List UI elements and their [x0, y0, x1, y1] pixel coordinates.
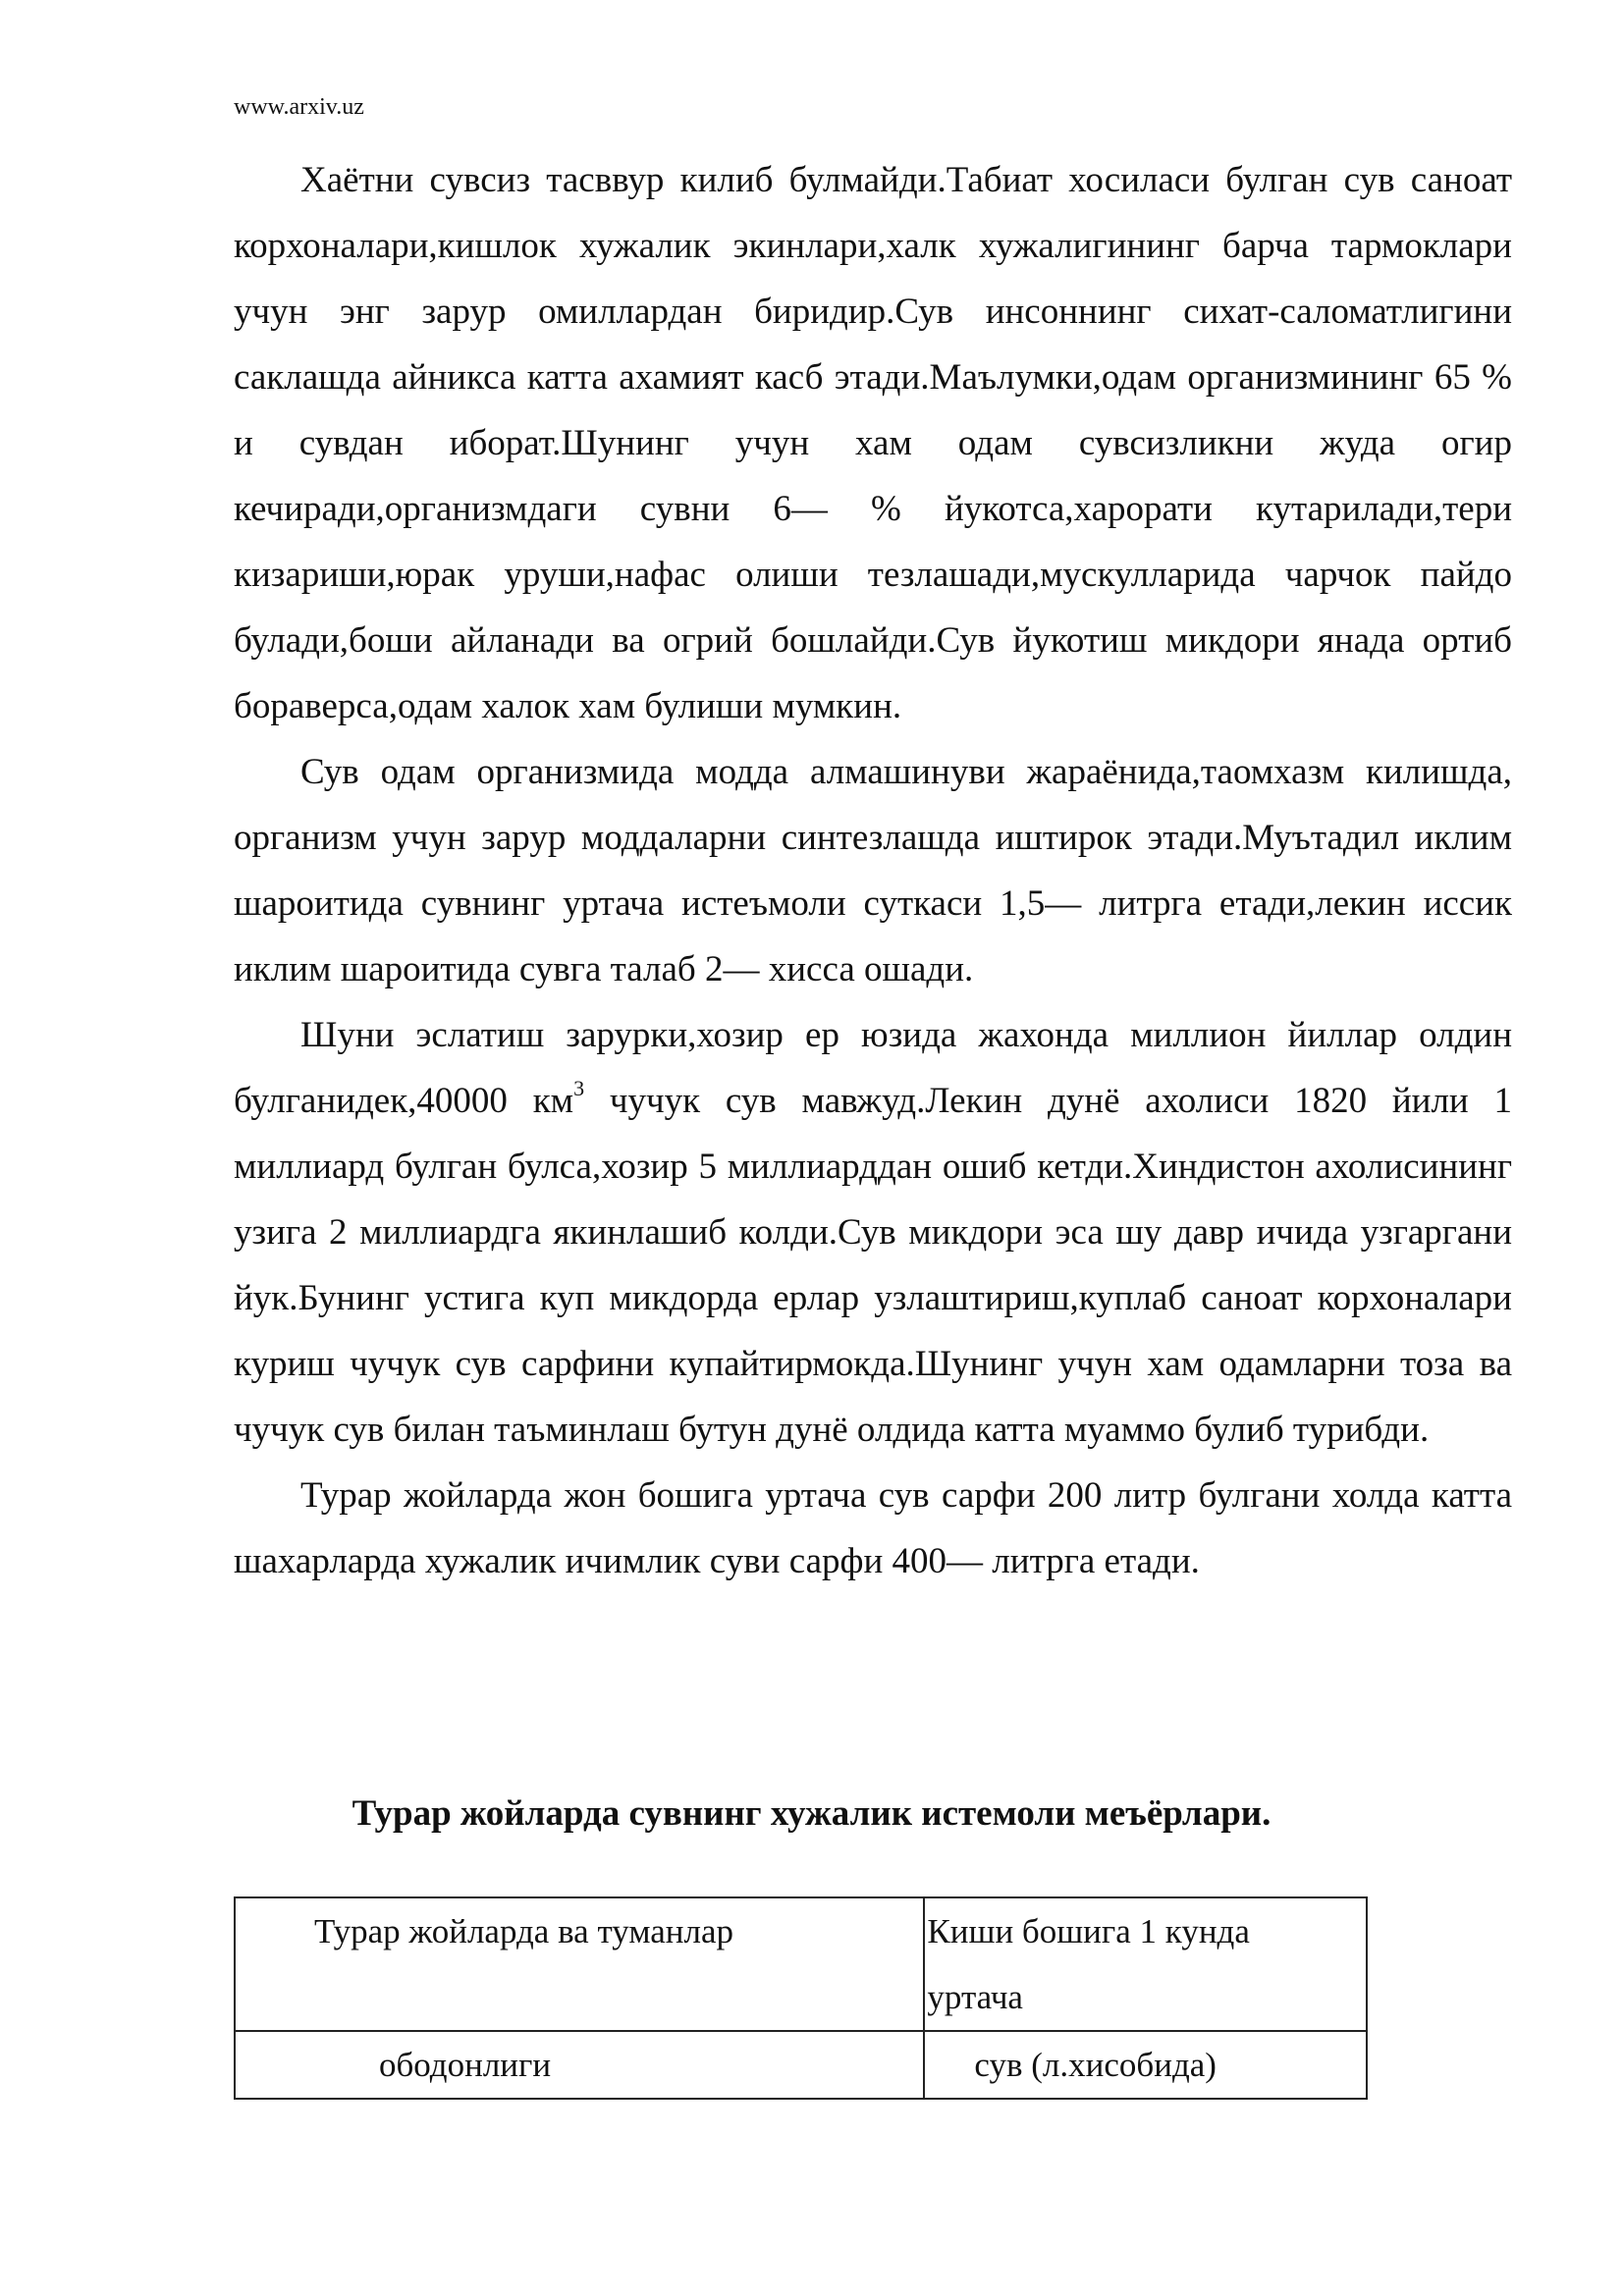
paragraph-3-text-a: Шуни эслатиш зарурки,хозир ер юзида жахонда миллион йиллар олдин булганидек,40000 км [234, 1015, 1512, 1121]
paragraph-3 [234, 1002, 1512, 1463]
table-title: Турар жойларда сувнинг хужалик истемоли меъёрлари. [352, 1793, 1271, 1834]
paragraph-3-text-b: чучук сув мавжуд.Лекин дунё ахолиси 1820 йили 1 миллиард булган булса,хозир 5 миллиарддан ошиб кетди.Хиндистон ахолисининг узига 2 миллиардга якинлашиб колди.Сув микдори эса шу давр ичида узгаргани йук.Бунинг устига куп микдорда ерлар узлаштириш,куплаб саноат корхоналари куриш чучук сув сарфини купайтирмокда.Шунинг учун хам одамларни тоза ва чучук сув билан таъминлаш бутун дунё олдида катта муаммо булиб турибди. [234, 1081, 1512, 1450]
superscript-3: 3 [573, 1075, 585, 1100]
paragraph-4: Турар жойларда жон бошига уртача сув сарфи 200 литр булгани холда катта шахарларда хужалик ичимлик суви сарфи 400— литрга етади. [234, 1475, 1512, 1581]
header-per-capita-line2: уртача [927, 1978, 1023, 2016]
header-settlements: Турар жойларда ва туманлар [314, 1912, 733, 1950]
table-row [235, 1897, 1367, 2031]
paragraph-2: Сув одам организмида модда алмашинуви жараёнида,таомхазм килишда, организм учун зарур моддаларни синтезлашда иштирок этади.Муътадил иклим шароитида сувнинг уртача истеъмоли суткаси 1,5— литрга етади,лекин иссик иклим шароитида сувга талаб 2— хисса ошади. [234, 752, 1512, 989]
water-norms-table [234, 1896, 1368, 2100]
paragraph-1: Хаётни сувсиз тасввур килиб булмайди.Табиат хосиласи булган сув саноат корхоналари,кишлок хужалик экинлари,халк хужалигининг барча тармоклари учун энг зарур омиллардан биридир.Сув инсоннинг сихат-саломатлигини саклашда айникса катта ахамият касб этади.Маълумки,одам организмининг 65 % и сувдан иборат.Шунинг учун хам одам сувсизликни жуда огир кечиради,организмдаги сувни 6— % йукотса,харорати кутарилади,тери кизариши,юрак уруши,нафас олиши тезлашади,мускулларида чарчок пайдо булади,боши айланади ва огрий бошлайди.Сув йукотиш микдори янада ортиб бораверса,одам халок хам булиши мумкин. [234, 160, 1512, 726]
header-per-capita-line1: Киши бошига 1 кунда [927, 1912, 1250, 1950]
table-cell [924, 1897, 1367, 2031]
site-header: www.arxiv.uz [234, 94, 364, 120]
table-cell [924, 2031, 1367, 2099]
table-cell [235, 2031, 924, 2099]
header-improvement: ободонлиги [379, 2046, 552, 2084]
header-water-liters: сув (л.хисобида) [974, 2046, 1217, 2084]
table-cell [235, 1897, 924, 2031]
document-body [234, 147, 1512, 1594]
table-row [235, 2031, 1367, 2099]
